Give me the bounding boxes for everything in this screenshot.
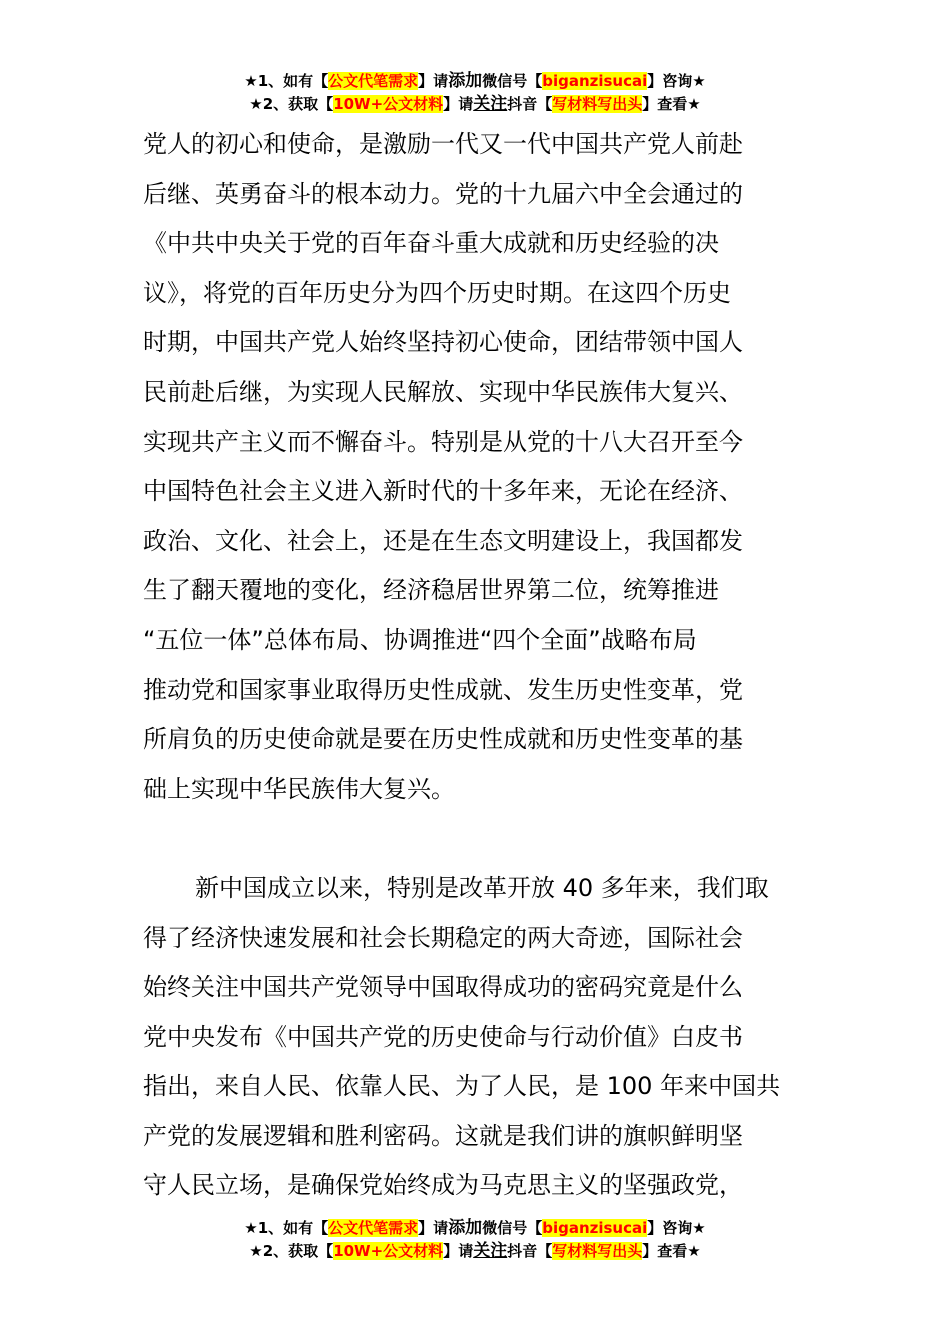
banner-text: 抖音【	[507, 95, 553, 113]
paragraph-gap	[143, 814, 807, 864]
highlight-materials: 10W+公文材料	[333, 95, 444, 113]
banner-text: 微信号【	[482, 72, 543, 90]
text-line: 推动党和国家事业取得历史性成就、发生历史性变革，党	[143, 675, 743, 704]
highlight-douyin-id: 写材料写出头	[552, 1242, 643, 1260]
banner-emphasis: 关注	[473, 94, 508, 114]
banner-text: 】咨询★	[647, 72, 706, 90]
text-line: 民前赴后继，为实现人民解放、实现中华民族伟大复兴、	[143, 377, 743, 406]
header-banner	[0, 70, 950, 116]
banner-text: ★2、获取【	[249, 95, 334, 113]
footer-banner	[0, 1217, 950, 1263]
text-line: 议》，将党的百年历史分为四个历史时期。在这四个历史	[143, 278, 731, 307]
text-line: 后继、英勇奋斗的根本动力。党的十九届六中全会通过的	[143, 179, 743, 208]
banner-text: 】请	[418, 72, 449, 90]
document-body	[143, 120, 807, 1211]
banner-line-1	[0, 70, 950, 93]
banner-line-2	[0, 93, 950, 116]
banner-text: 】请	[443, 95, 474, 113]
text-line: 所肩负的历史使命就是要在历史性成就和历史性变革的基	[143, 725, 743, 754]
highlight-service: 公文代笔需求	[328, 72, 419, 90]
text-line: 始终关注中国共产党领导中国取得成功的密码究竟是什么	[143, 973, 743, 1002]
text-line: 守人民立场，是确保党始终成为马克思主义的坚强政党，	[143, 1171, 743, 1200]
text-line: 指出，来自人民、依靠人民、为了人民，是 100 年来中国共	[143, 1072, 781, 1101]
text-line: 党中央发布《中国共产党的历史使命与行动价值》白皮书	[143, 1022, 743, 1051]
banner-text: 】请	[418, 1219, 449, 1237]
banner-text: 】查看★	[642, 1242, 701, 1260]
text-line: 中国特色社会主义进入新时代的十多年来，无论在经济、	[143, 477, 743, 506]
banner-text: 】咨询★	[647, 1219, 706, 1237]
text-line: 得了经济快速发展和社会长期稳定的两大奇迹，国际社会	[143, 923, 743, 952]
banner-line-1	[0, 1217, 950, 1240]
text-line-indented: 新中国成立以来，特别是改革开放 40 多年来，我们取	[195, 873, 769, 902]
banner-text: ★1、如有【	[244, 72, 329, 90]
text-line: 党人的初心和使命，是激励一代又一代中国共产党人前赴	[143, 130, 743, 158]
text-line: “五位一体”总体布局、协调推进“四个全面”战略布局	[143, 625, 697, 654]
highlight-wechat-id: biganzisucai	[542, 72, 648, 90]
paragraph-1	[143, 120, 807, 814]
highlight-douyin-id: 写材料写出头	[552, 95, 643, 113]
banner-emphasis: 关注	[473, 1241, 508, 1261]
banner-emphasis: 添加	[448, 71, 483, 91]
highlight-wechat-id: biganzisucai	[542, 1219, 648, 1237]
banner-text: 抖音【	[507, 1242, 553, 1260]
banner-text: 】查看★	[642, 95, 701, 113]
text-line: 政治、文化、社会上，还是在生态文明建设上，我国都发	[143, 526, 743, 555]
text-line: 生了翻天覆地的变化，经济稳居世界第二位，统筹推进	[143, 576, 719, 605]
banner-text: 】请	[443, 1242, 474, 1260]
banner-text: ★2、获取【	[249, 1242, 334, 1260]
paragraph-2	[143, 864, 807, 1211]
banner-text: ★1、如有【	[244, 1219, 329, 1237]
highlight-service: 公文代笔需求	[328, 1219, 419, 1237]
highlight-materials: 10W+公文材料	[333, 1242, 444, 1260]
text-line: 础上实现中华民族伟大复兴。	[143, 774, 455, 803]
banner-line-2	[0, 1240, 950, 1263]
text-line: 《中共中央关于党的百年奋斗重大成就和历史经验的决	[143, 229, 719, 258]
text-line: 实现共产主义而不懈奋斗。特别是从党的十八大召开至今	[143, 427, 743, 456]
banner-text: 微信号【	[482, 1219, 543, 1237]
banner-emphasis: 添加	[448, 1218, 483, 1238]
text-line: 产党的发展逻辑和胜利密码。这就是我们讲的旗帜鲜明坚	[143, 1121, 743, 1150]
text-line: 时期，中国共产党人始终坚持初心使命，团结带领中国人	[143, 328, 743, 357]
